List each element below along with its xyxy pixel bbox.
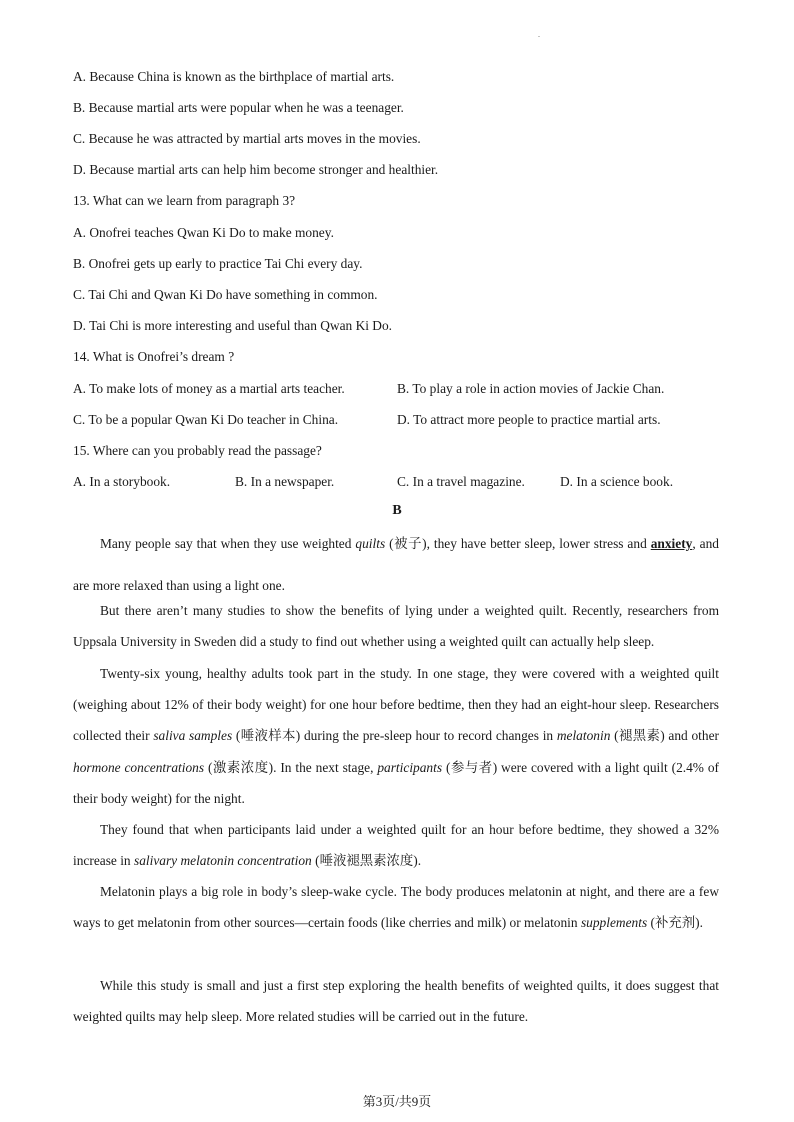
q14-stem: 14. What is Onofrei’s dream ? <box>73 349 235 364</box>
passage-paragraph-3: Twenty-six young, healthy adults took part in the study. In one stage, they were covered with a weighted quilt (weighing about 12% of their body weight) for one hour before bedtime, then they had an eight-hour sleep. Researchers collected their saliva samples (唾液样本) during the pre-sleep hour to record changes in melatonin (褪黑素) and other hormone concentrations (激素浓度). In the next stage, participants (参与者) were covered with a light quilt (2.4% of their body weight) for the night. <box>73 666 719 806</box>
keyword-anxiety: anxiety <box>650 536 693 551</box>
q12-option-b: B. Because martial arts were popular when he was a teenager. <box>73 100 404 115</box>
q15-stem: 15. Where can you probably read the passage? <box>73 443 322 458</box>
q13-option-c: C. Tai Chi and Qwan Ki Do have something in common. <box>73 287 378 302</box>
q13-option-d: D. Tai Chi is more interesting and useful than Qwan Ki Do. <box>73 318 393 333</box>
q12-option-d: D. Because martial arts can help him become stronger and healthier. <box>73 162 439 177</box>
q15-option-d: D. In a science book. <box>560 474 674 489</box>
q13-stem: 13. What can we learn from paragraph 3? <box>73 193 296 208</box>
q12-option-c: C. Because he was attracted by martial arts moves in the movies. <box>73 131 421 146</box>
q14-option-c: C. To be a popular Qwan Ki Do teacher in China. <box>73 412 339 427</box>
q13-option-b: B. Onofrei gets up early to practice Tai Chi every day. <box>73 256 363 271</box>
section-heading: B <box>392 503 402 518</box>
q14-option-b: B. To play a role in action movies of Jackie Chan. <box>397 381 665 396</box>
q14-option-a: A. To make lots of money as a martial arts teacher. <box>73 381 345 396</box>
passage-paragraph-1: Many people say that when they use weighted quilts (被子), they have better sleep, lower stress and anxiety, and are more relaxed than using a light one. <box>73 536 719 593</box>
passage-paragraph-2: But there aren’t many studies to show the benefits of lying under a weighted quilt. Recently, researchers from Uppsala University in Sweden did a study to find out whether using a weighted quilt can actually help sleep. <box>73 603 719 650</box>
q15-option-a: A. In a storybook. <box>73 474 171 489</box>
passage-paragraph-5: Melatonin plays a big role in body’s sleep-wake cycle. The body produces melatonin at night, and there are a few ways to get melatonin from other sources—certain foods (like cherries and milk) or melatonin supplements (补充剂). <box>73 884 719 931</box>
passage-paragraph-6: While this study is small and just a first step exploring the health benefits of weighted quilts, it does suggest that weighted quilts may help sleep. More related studies will be carried out in the future. <box>73 978 719 1025</box>
q13-option-a: A. Onofrei teaches Qwan Ki Do to make money. <box>73 225 334 240</box>
q15-option-c: C. In a travel magazine. <box>397 474 525 489</box>
page-number: 第3页/共9页 <box>362 1094 432 1109</box>
q15-option-b: B. In a newspaper. <box>235 474 335 489</box>
q14-option-d: D. To attract more people to practice martial arts. <box>397 412 661 427</box>
q12-option-a: A. Because China is known as the birthplace of martial arts. <box>73 69 395 84</box>
page-mark: . <box>538 30 540 39</box>
passage-paragraph-4: They found that when participants laid under a weighted quilt for an hour before bedtime, they showed a 32% increase in salivary melatonin concentration (唾液褪黑素浓度). <box>73 822 719 869</box>
